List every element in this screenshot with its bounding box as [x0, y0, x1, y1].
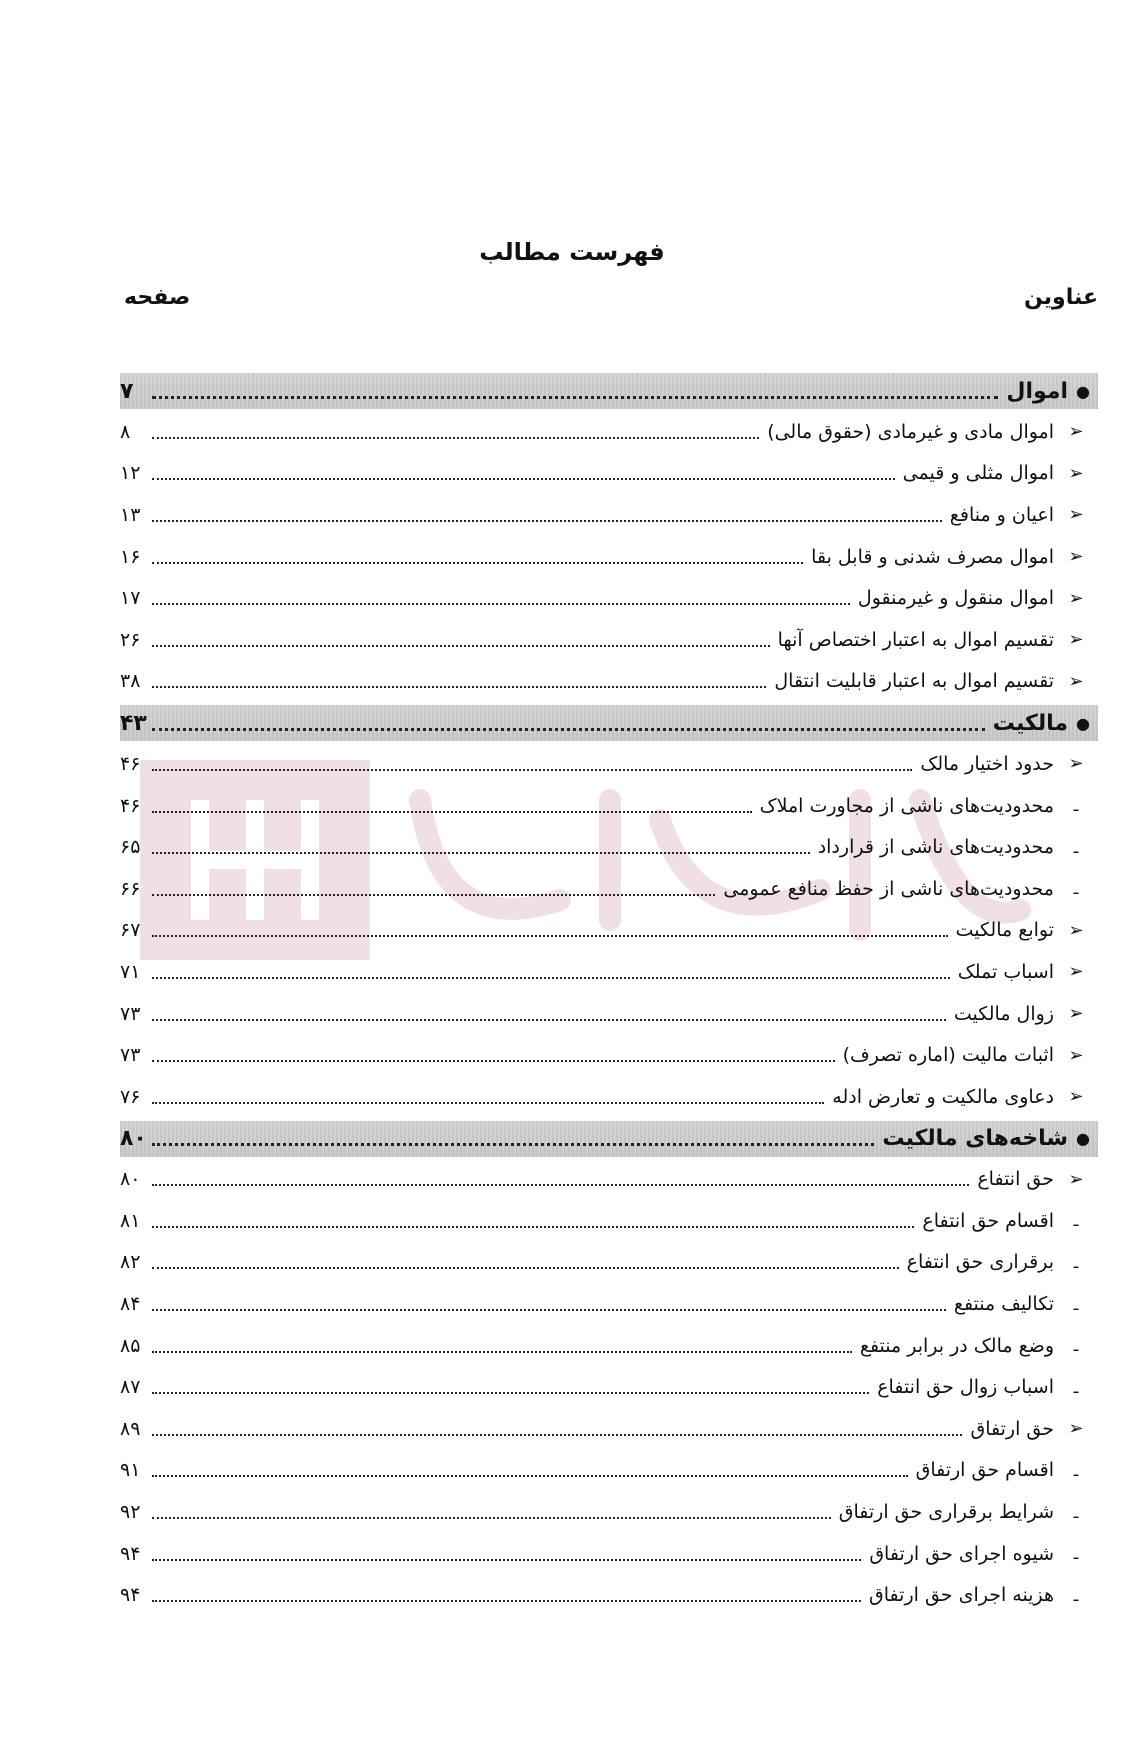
arrow-bullet-icon: ➢ [1068, 1044, 1084, 1066]
toc-entry-title: دعاوی مالکیت و تعارض ادله [832, 1085, 1054, 1108]
toc-entry-title: شرایط برقراری حق ارتفاق [838, 1501, 1054, 1524]
toc-page-number: ۸۷ [120, 1376, 141, 1399]
toc-page-number: ۸ [120, 420, 131, 443]
dash-bullet-icon: ـ [1073, 1211, 1079, 1231]
section-bullet-icon: ● [1076, 381, 1090, 401]
toc-page-number: ۸۹ [120, 1417, 141, 1440]
dot-leader [152, 520, 942, 522]
toc-page-number: ۳۸ [120, 670, 141, 693]
toc-row [120, 536, 1098, 578]
toc-entry-title: اسباب تملک [957, 960, 1054, 983]
arrow-bullet-icon: ➢ [1068, 421, 1084, 443]
toc-entry-title: حق ارتفاق [970, 1417, 1054, 1440]
toc-row [120, 1450, 1098, 1492]
toc-row [120, 1200, 1098, 1242]
arrow-bullet-icon: ➢ [1068, 587, 1084, 609]
arrow-bullet-icon: ➢ [1068, 1086, 1084, 1108]
arrow-bullet-icon: ➢ [1068, 1418, 1084, 1440]
dot-leader [152, 1392, 869, 1394]
table-of-contents [120, 370, 1098, 1616]
toc-entry-title: حدود اختیار مالک [920, 752, 1054, 775]
toc-page-number: ۱۲ [120, 462, 141, 485]
toc-row [120, 993, 1098, 1035]
toc-row [120, 619, 1098, 661]
toc-entry-title: برقراری حق انتفاع [906, 1251, 1054, 1274]
dash-bullet-icon: ـ [1073, 1294, 1079, 1314]
toc-row [120, 1242, 1098, 1284]
dot-leader [152, 1434, 962, 1436]
toc-row [120, 1491, 1098, 1533]
toc-page-number: ۱۳ [120, 503, 141, 526]
toc-page-number: ۹۱ [120, 1459, 141, 1482]
toc-row [120, 411, 1098, 453]
toc-page-number: ۹۲ [120, 1501, 141, 1524]
toc-row [120, 1159, 1098, 1201]
dot-leader [152, 1060, 835, 1062]
dot-leader [152, 478, 895, 480]
toc-page-number: ۴۶ [120, 794, 141, 817]
toc-entry-title: زوال مالکیت [953, 1002, 1054, 1025]
toc-entry-title: تقسیم اموال به اعتبار قابلیت انتقال [774, 670, 1054, 693]
toc-entry-title: اموال [1006, 378, 1068, 404]
dot-leader [152, 1019, 946, 1021]
toc-page-number: ۷ [120, 378, 134, 404]
dash-bullet-icon: ـ [1073, 1460, 1079, 1480]
toc-entry-title: تکالیف منتفع [953, 1293, 1054, 1316]
toc-row [120, 1325, 1098, 1367]
dash-bullet-icon: ـ [1073, 837, 1079, 857]
toc-page-number: ۸۵ [120, 1334, 141, 1357]
toc-page-number: ۸۴ [120, 1293, 141, 1316]
dash-bullet-icon: ـ [1073, 1336, 1079, 1356]
toc-page-number: ۲۶ [120, 628, 141, 651]
toc-entry-title: وضع مالک در برابر منتفع [859, 1334, 1054, 1357]
toc-row [120, 1574, 1098, 1616]
dot-leader [152, 1184, 969, 1186]
toc-entry-title: اموال مثلی و قیمی [902, 462, 1054, 485]
dot-leader [152, 645, 770, 647]
toc-page-number: ۶۷ [120, 919, 141, 942]
toc-entry-title: محدودیت‌های ناشی از مجاورت املاک [759, 794, 1054, 817]
dash-bullet-icon: ـ [1073, 1377, 1079, 1397]
dot-leader [152, 894, 715, 896]
toc-page-number: ۶۶ [120, 877, 141, 900]
dot-leader [152, 1267, 899, 1269]
toc-row [120, 1034, 1098, 1076]
dot-leader [152, 811, 752, 813]
arrow-bullet-icon: ➢ [1068, 919, 1084, 941]
dot-leader [152, 1309, 946, 1311]
toc-page-number: ۸۰ [120, 1168, 141, 1191]
dot-leader [152, 603, 850, 605]
dot-leader [152, 728, 985, 731]
dot-leader [152, 977, 950, 979]
toc-page-number: ۷۱ [120, 960, 141, 983]
toc-section-row [120, 1121, 1098, 1157]
toc-row [120, 1533, 1098, 1575]
toc-entry-title: حق انتفاع [977, 1168, 1054, 1191]
toc-entry-title: توابع مالکیت [955, 919, 1054, 942]
toc-page-number: ۴۳ [120, 710, 147, 736]
toc-entry-title: تقسیم اموال به اعتبار اختصاص آنها [777, 628, 1054, 651]
toc-entry-title: اعیان و منافع [949, 503, 1054, 526]
dot-leader [152, 1475, 908, 1477]
arrow-bullet-icon: ➢ [1068, 1003, 1084, 1025]
arrow-bullet-icon: ➢ [1068, 670, 1084, 692]
toc-row [120, 785, 1098, 827]
section-bullet-icon: ● [1076, 1129, 1090, 1148]
toc-entry-title: اقسام حق انتفاع [922, 1209, 1054, 1232]
toc-page-number: ۹۴ [120, 1584, 141, 1607]
arrow-bullet-icon: ➢ [1068, 462, 1084, 484]
arrow-bullet-icon: ➢ [1068, 546, 1084, 568]
toc-entry-title: اثبات مالیت (اماره تصرف) [842, 1044, 1054, 1067]
toc-page-number: ۴۶ [120, 752, 141, 775]
dash-bullet-icon: ـ [1073, 1252, 1079, 1272]
toc-entry-title: اسباب زوال حق انتفاع [877, 1376, 1054, 1399]
toc-row [120, 868, 1098, 910]
dot-leader [152, 1102, 824, 1104]
toc-entry-title: مالکیت [992, 710, 1068, 736]
toc-page-number: ۸۰ [120, 1126, 147, 1151]
toc-entry-title: اموال منقول و غیرمنقول [857, 587, 1054, 610]
toc-row [120, 951, 1098, 993]
toc-row [120, 1076, 1098, 1118]
dot-leader [152, 852, 810, 854]
toc-row [120, 1283, 1098, 1325]
arrow-bullet-icon: ➢ [1068, 753, 1084, 775]
toc-page-number: ۱۶ [120, 545, 141, 568]
toc-row [120, 577, 1098, 619]
dot-leader [152, 562, 803, 564]
toc-entry-title: محدودیت‌های ناشی از قرارداد [817, 836, 1054, 859]
toc-row [120, 910, 1098, 952]
toc-entry-title: اقسام حق ارتفاق [915, 1459, 1054, 1482]
toc-entry-title: هزینه اجرای حق ارتفاق [869, 1584, 1054, 1607]
dot-leader [152, 1143, 874, 1146]
dot-leader [152, 769, 912, 771]
arrow-bullet-icon: ➢ [1068, 504, 1084, 526]
toc-row [120, 743, 1098, 785]
toc-page-number: ۷۳ [120, 1002, 141, 1025]
toc-row [120, 453, 1098, 495]
toc-page-number: ۸۱ [120, 1209, 141, 1232]
dot-leader [152, 1351, 852, 1353]
dot-leader [152, 1517, 831, 1519]
dash-bullet-icon: ـ [1073, 1502, 1079, 1522]
dash-bullet-icon: ـ [1073, 1585, 1079, 1605]
arrow-bullet-icon: ➢ [1068, 629, 1084, 651]
dot-leader [152, 1226, 914, 1228]
toc-page-number: ۷۶ [120, 1085, 141, 1108]
toc-entry-title: شاخه‌های مالکیت [882, 1126, 1068, 1151]
toc-page-number: ۷۳ [120, 1044, 141, 1067]
toc-row [120, 826, 1098, 868]
toc-row [120, 1366, 1098, 1408]
toc-row [120, 661, 1098, 703]
dot-leader [152, 686, 766, 688]
dash-bullet-icon: ـ [1073, 1544, 1079, 1564]
toc-section-row [120, 373, 1098, 409]
toc-page-number: ۸۲ [120, 1251, 141, 1274]
page-column-header: صفحه [124, 285, 191, 310]
toc-row [120, 1408, 1098, 1450]
dot-leader [152, 437, 759, 439]
toc-page-number: ۹۴ [120, 1542, 141, 1565]
arrow-bullet-icon: ➢ [1068, 1168, 1084, 1190]
dot-leader [152, 1559, 861, 1561]
dash-bullet-icon: ـ [1073, 796, 1079, 816]
toc-entry-title: اموال مصرف شدنی و قابل بقا [811, 545, 1054, 568]
toc-entry-title: شیوه اجرای حق ارتفاق [869, 1542, 1054, 1565]
toc-entry-title: اموال مادی و غیرمادی (حقوق مالی) [767, 420, 1054, 443]
titles-column-header: عناوین [1023, 285, 1098, 310]
toc-page-number: ۱۷ [120, 587, 141, 610]
dot-leader [152, 1600, 861, 1602]
page-title: فهرست مطالب [479, 238, 665, 266]
dot-leader [152, 935, 948, 937]
dash-bullet-icon: ـ [1073, 879, 1079, 899]
section-bullet-icon: ● [1076, 713, 1090, 733]
dot-leader [152, 396, 998, 399]
arrow-bullet-icon: ➢ [1068, 961, 1084, 983]
toc-entry-title: محدودیت‌های ناشی از حفظ منافع عمومی [723, 877, 1054, 900]
toc-row [120, 494, 1098, 536]
toc-page-number: ۶۵ [120, 836, 141, 859]
toc-section-row [120, 705, 1098, 741]
